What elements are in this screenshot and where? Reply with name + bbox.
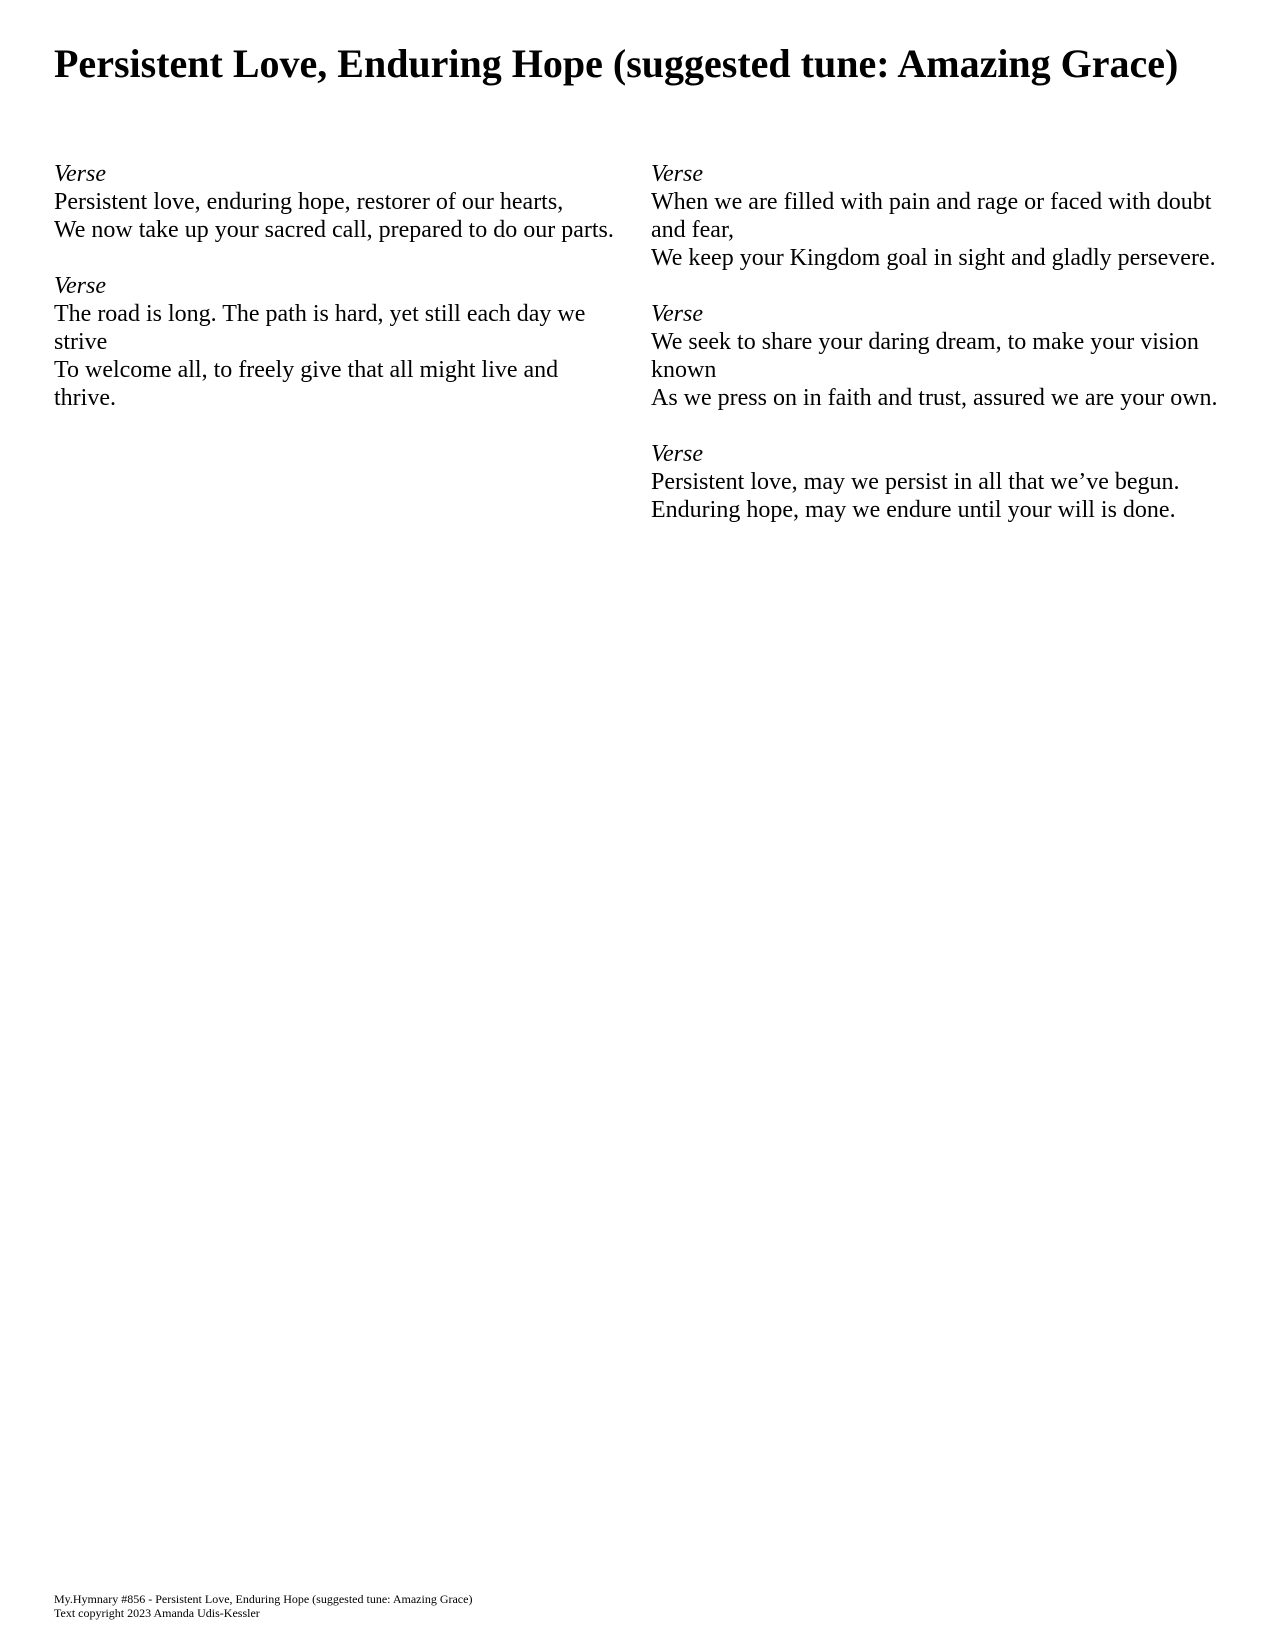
footer-source: My.Hymnary #856 - Persistent Love, Enduring Hope (suggested tune: Amazing Grace) xyxy=(54,1592,473,1606)
verse-label: Verse xyxy=(651,301,703,327)
verse-label: Verse xyxy=(54,273,106,299)
verse-line: As we press on in faith and trust, assured we are your own. xyxy=(651,385,1218,411)
verse-line: To welcome all, to freely give that all might live and thrive. xyxy=(54,357,559,411)
verse xyxy=(651,440,1221,524)
page-title: Persistent Love, Enduring Hope (suggested tune: Amazing Grace) xyxy=(54,41,1179,86)
verse xyxy=(651,160,1221,272)
verse-line: The road is long. The path is hard, yet still each day we strive xyxy=(54,301,586,355)
verse-line: When we are filled with pain and rage or faced with doubt and fear, xyxy=(651,189,1212,243)
verse-line: Persistent love, enduring hope, restorer of our hearts, xyxy=(54,189,564,215)
verse xyxy=(651,300,1221,412)
verse-line: We seek to share your daring dream, to make your vision known xyxy=(651,329,1199,383)
footer-copyright: Text copyright 2023 Amanda Udis-Kessler xyxy=(54,1606,260,1620)
verse-line: We now take up your sacred call, prepared to do our parts. xyxy=(54,217,614,243)
verse xyxy=(54,272,614,412)
verse xyxy=(54,160,614,244)
verse-label: Verse xyxy=(54,161,106,187)
verse-label: Verse xyxy=(651,441,703,467)
verse-line: Enduring hope, may we endure until your will is done. xyxy=(651,497,1176,523)
right-column xyxy=(651,160,1221,552)
verse-label: Verse xyxy=(651,161,703,187)
verse-line: We keep your Kingdom goal in sight and gladly persevere. xyxy=(651,245,1216,271)
left-column xyxy=(54,160,614,440)
page-footer xyxy=(54,1592,472,1620)
verse-line: Persistent love, may we persist in all that we’ve begun. xyxy=(651,469,1180,495)
